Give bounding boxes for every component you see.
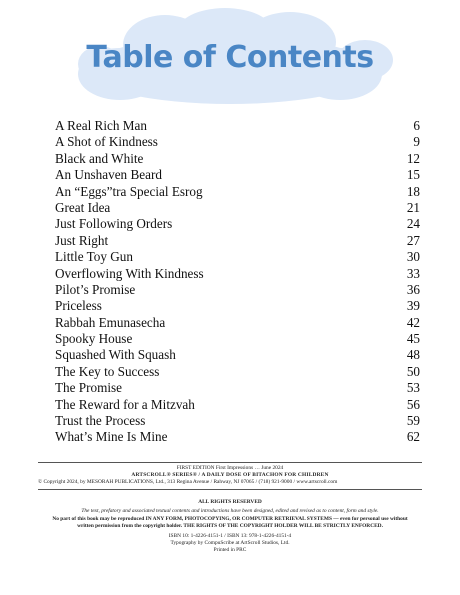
toc-entry-title: An “Eggs”tra Special Esrog [55,183,203,199]
toc-entry-title: An Unshaven Beard [55,167,162,183]
toc-entry-page: 30 [406,249,420,265]
toc-entry-page: 27 [406,232,420,248]
toc-entry-page: 36 [406,281,420,297]
toc-entry[interactable] [55,167,420,183]
toc-entry[interactable] [55,249,420,265]
toc-entry-title: A Shot of Kindness [55,134,158,150]
toc-entry-title: Black and White [55,150,144,166]
toc-entry-page: 62 [406,429,420,445]
toc-entry-title: Little Toy Gun [55,249,133,265]
legal-line-1: The text, prefatory and associated textual contents and introductions have been designed, edited and revised as to content, form and style. [81,508,379,515]
copyright-line: © Copyright 2024, by MESORAH PUBLICATIONS, Ltd., 313 Regina Avenue / Rahway, NJ 07065 / (718) 921-9000 / www.artscroll.com [38,479,338,485]
toc-entry-page: 45 [406,331,420,347]
toc-entry-title: A Real Rich Man [55,118,147,133]
toc-entry-title: Just Following Orders [55,216,173,232]
toc-entry-page: 59 [406,413,420,429]
toc-entry[interactable] [55,184,420,200]
legal-block [38,499,422,555]
toc-entry-title: Rabbah Emunasecha [55,314,166,330]
toc-entry-title: The Reward for a Mitzvah [55,396,195,412]
toc-entry-title: The Promise [55,380,123,396]
toc-entry-page: 21 [406,199,420,215]
toc-entry-title: Trust the Process [55,413,146,429]
toc-entry-title: Priceless [55,298,102,314]
toc-entry-page: 56 [406,396,420,412]
toc-entry-page: 12 [406,150,420,166]
toc-entry-title: Pilot’s Promise [55,281,136,297]
toc-entry[interactable] [55,200,420,216]
toc-entry[interactable] [55,413,420,429]
toc-entry-title: What’s Mine Is Mine [55,429,168,445]
typography-line: Typography by CompuScribe at ArtScroll Studios, Ltd. [170,540,290,547]
table-of-contents [55,118,420,446]
divider [38,462,422,463]
toc-entry-page: 24 [406,216,420,232]
toc-entry-page: 50 [406,363,420,379]
toc-entry-title: Just Right [55,232,109,248]
toc-entry[interactable] [55,331,420,347]
toc-entry[interactable] [55,347,420,363]
page-title: Table of Contents [86,40,374,75]
toc-entry-page: 39 [406,298,420,314]
imprint-block [38,465,422,486]
legal-line-2: No part of this book may be reproduced IN ANY FORM, PHOTOCOPYING, OR COMPUTER RETRIEVAL SYSTEMS — even for personal use without [52,515,408,522]
toc-entry[interactable] [55,364,420,380]
legal-line-3: written permission from the copyright holder. THE RIGHTS OF THE COPYRIGHT HOLDER WILL BE STRICTLY ENFORCED. [77,523,383,530]
toc-entry[interactable] [55,134,420,150]
rights-reserved: ALL RIGHTS RESERVED [198,499,262,505]
toc-entry-title: Spooky House [55,331,133,347]
toc-entry-page: 6 [413,118,420,133]
divider [38,489,422,490]
toc-entry-title: Great Idea [55,199,111,215]
toc-entry[interactable] [55,380,420,396]
toc-entry-title: Overflowing With Kindness [55,265,204,281]
toc-entry-page: 33 [406,265,420,281]
toc-entry-page: 53 [406,380,420,396]
series-line: ARTSCROLL® SERIES® / A DAILY DOSE OF BITACHON FOR CHILDREN [131,472,329,478]
toc-entry[interactable] [55,315,420,331]
toc-entry[interactable] [55,266,420,282]
toc-entry[interactable] [55,298,420,314]
isbn-line: ISBN 10: 1-4226-4151-1 / ISBN 13: 978-1-4226-4151-4 [168,532,292,539]
toc-entry-page: 42 [406,314,420,330]
toc-entry[interactable] [55,397,420,413]
toc-entry[interactable] [55,151,420,167]
toc-entry-title: The Key to Success [55,363,160,379]
toc-entry[interactable] [55,216,420,232]
toc-entry[interactable] [55,118,420,134]
toc-entry-page: 18 [406,183,420,199]
edition-line: FIRST EDITION First Impressions … June 2024 [176,465,284,471]
toc-entry[interactable] [55,429,420,445]
printed-line: Printed in PRC [213,547,247,554]
toc-entry[interactable] [55,282,420,298]
toc-entry-page: 15 [406,167,420,183]
toc-entry-page: 48 [406,347,420,363]
toc-entry-title: Squashed With Squash [55,347,176,363]
toc-entry-page: 9 [413,134,420,150]
toc-entry[interactable] [55,233,420,249]
